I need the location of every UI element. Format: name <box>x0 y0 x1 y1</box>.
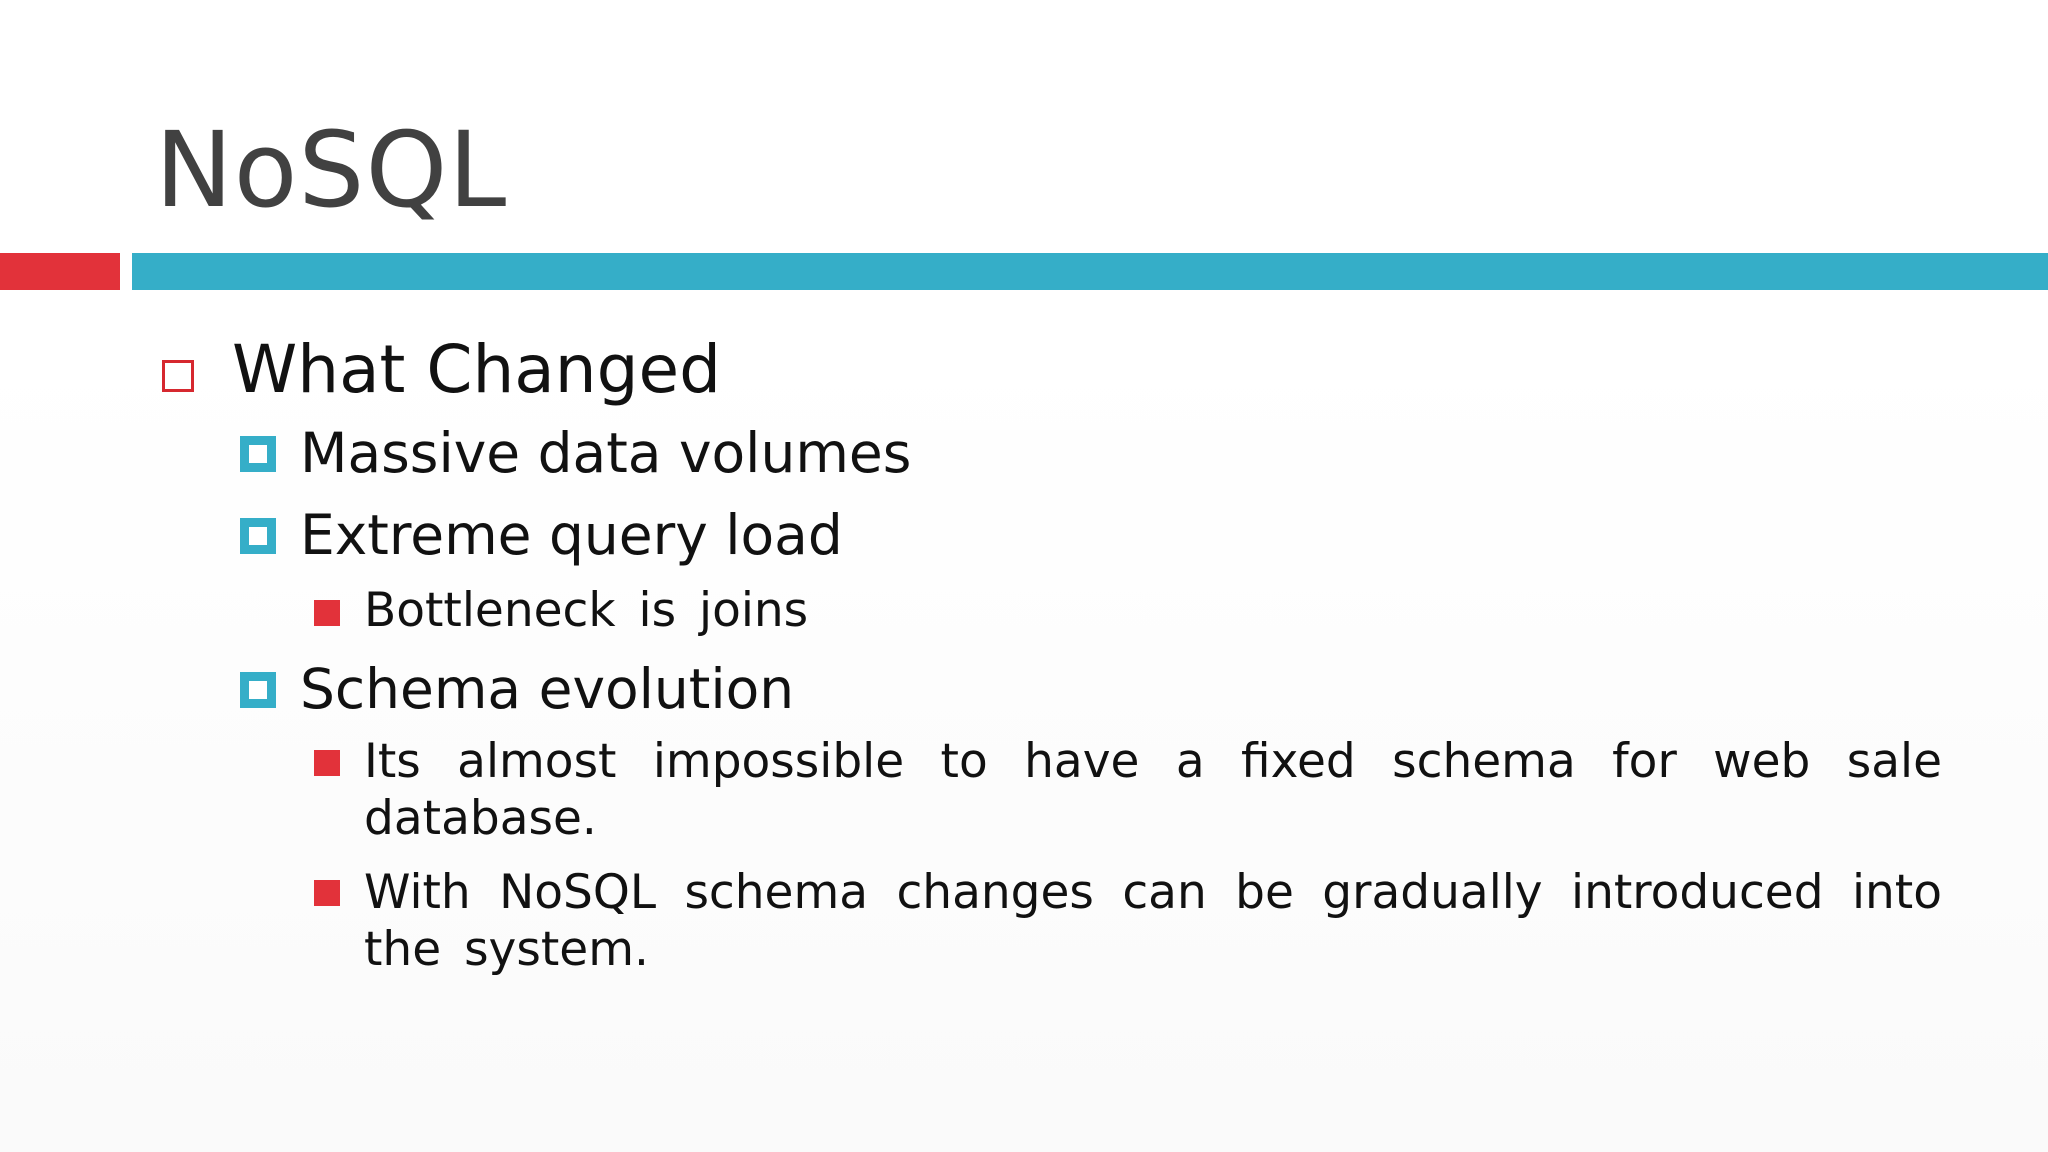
blue-square-bullet-icon <box>240 436 276 472</box>
red-square-bullet-icon <box>314 600 340 626</box>
blue-square-bullet-icon <box>240 518 276 554</box>
red-square-bullet-icon <box>314 750 340 776</box>
red-square-bullet-icon <box>314 880 340 906</box>
bullet-gradual-changes: With NoSQL schema changes can be gradually introduced into the system. <box>364 865 1942 977</box>
bullet-fixed-schema: Its almost impossible to have a fixed schema for web sale database. <box>364 734 1942 846</box>
bullet-what-changed: What Changed <box>232 331 721 408</box>
blue-square-bullet-icon <box>240 672 276 708</box>
bullet-schema-evolution: Schema evolution <box>300 657 795 721</box>
bullet-extreme-query: Extreme query load <box>300 503 843 567</box>
bullet-massive-data: Massive data volumes <box>300 421 912 485</box>
hollow-square-bullet-icon <box>162 360 194 392</box>
slide-title: NoSQL <box>155 109 508 231</box>
bullet-bottleneck: Bottleneck is joins <box>364 583 809 638</box>
